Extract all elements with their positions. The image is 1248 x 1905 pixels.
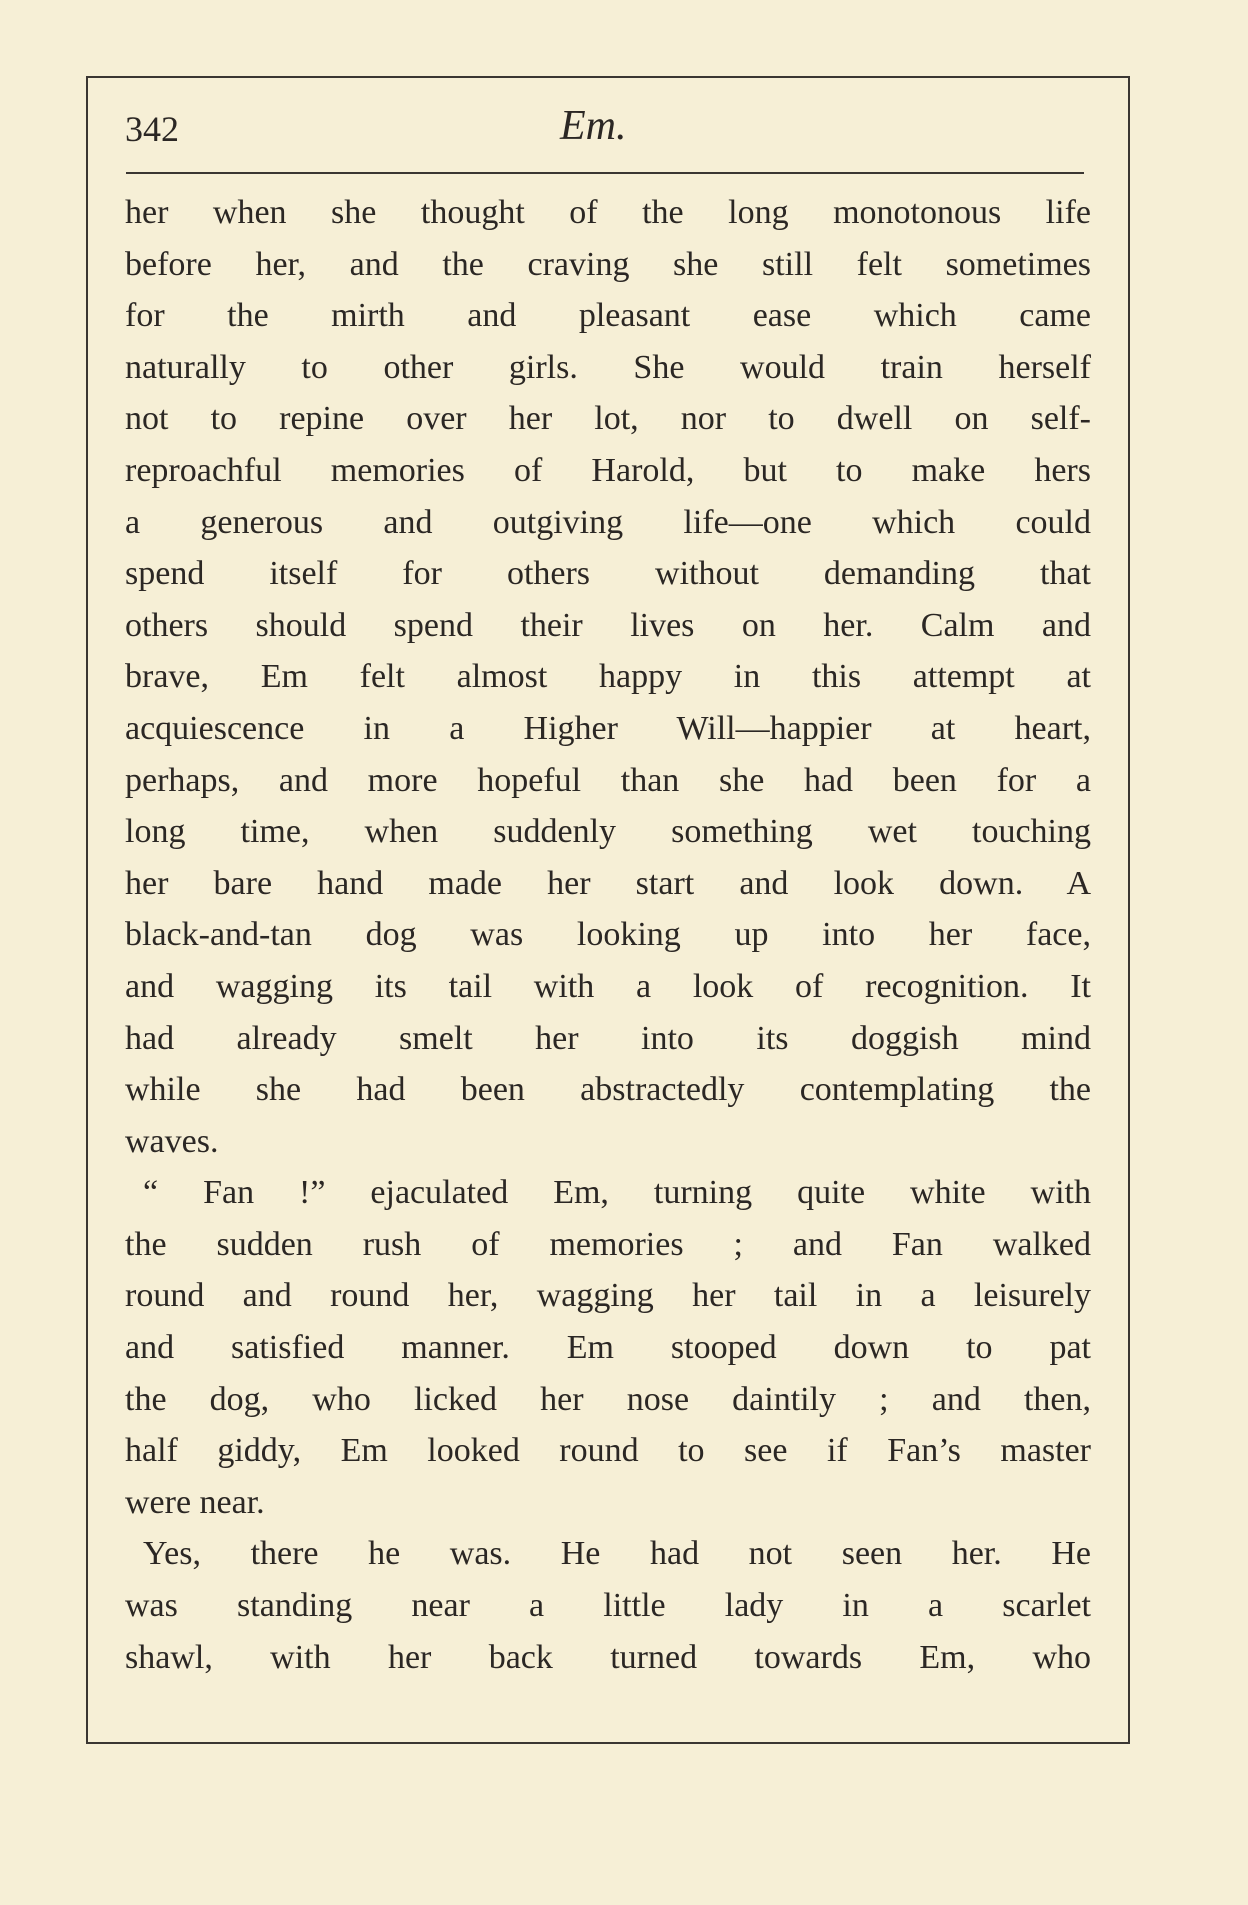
text-line: was standing near a little lady in a scarlet <box>125 1587 1091 1625</box>
text-line: reproachful memories of Harold, but to make hers <box>125 451 1091 489</box>
text-line: her when she thought of the long monotonous life <box>125 194 1091 231</box>
text-line: and wagging its tail with a look of recognition. It <box>125 967 1091 1005</box>
text-line: had already smelt her into its doggish mind <box>125 1019 1091 1057</box>
text-line: for the mirth and pleasant ease which came <box>125 297 1091 335</box>
text-line: naturally to other girls. She would train herself <box>125 348 1091 386</box>
text-line: the sudden rush of memories ; and Fan walked <box>125 1225 1091 1263</box>
running-title: Em. <box>560 103 627 149</box>
text-line: her bare hand made her start and look down. A <box>125 864 1091 902</box>
text-line: long time, when suddenly something wet touching <box>125 813 1091 851</box>
text-line: waves. <box>125 1122 219 1160</box>
body-text <box>125 187 1091 1683</box>
text-line: acquiescence in a Higher Will—happier at heart, <box>125 709 1091 747</box>
text-line: others should spend their lives on her. Calm and <box>125 606 1091 644</box>
text-line: black-and-tan dog was looking up into her face, <box>125 916 1091 954</box>
text-line: shawl, with her back turned towards Em, who <box>125 1638 1091 1676</box>
text-line: before her, and the craving she still felt sometimes <box>125 245 1091 283</box>
text-line: the dog, who licked her nose daintily ; and then, <box>125 1380 1091 1418</box>
text-line: round and round her, wagging her tail in a leisurely <box>125 1277 1091 1315</box>
text-line: a generous and outgiving life—one which could <box>125 503 1091 541</box>
text-line: were near. <box>125 1483 265 1521</box>
text-line: spend itself for others without demanding that <box>125 555 1091 593</box>
text-line: brave, Em felt almost happy in this attempt at <box>125 658 1091 696</box>
text-line: Yes, there he was. He had not seen her. He <box>143 1535 1091 1573</box>
text-line: perhaps, and more hopeful than she had been for a <box>125 761 1091 799</box>
page-number: 342 <box>125 109 179 149</box>
text-line: and satisfied manner. Em stooped down to pat <box>125 1329 1091 1367</box>
text-line: not to repine over her lot, nor to dwell on self- <box>125 400 1091 438</box>
header-rule <box>126 172 1084 174</box>
text-line: “ Fan !” ejaculated Em, turning quite white with <box>143 1174 1091 1212</box>
text-line: while she had been abstractedly contemplating the <box>125 1071 1091 1109</box>
text-line: half giddy, Em looked round to see if Fan’s master <box>125 1432 1091 1470</box>
